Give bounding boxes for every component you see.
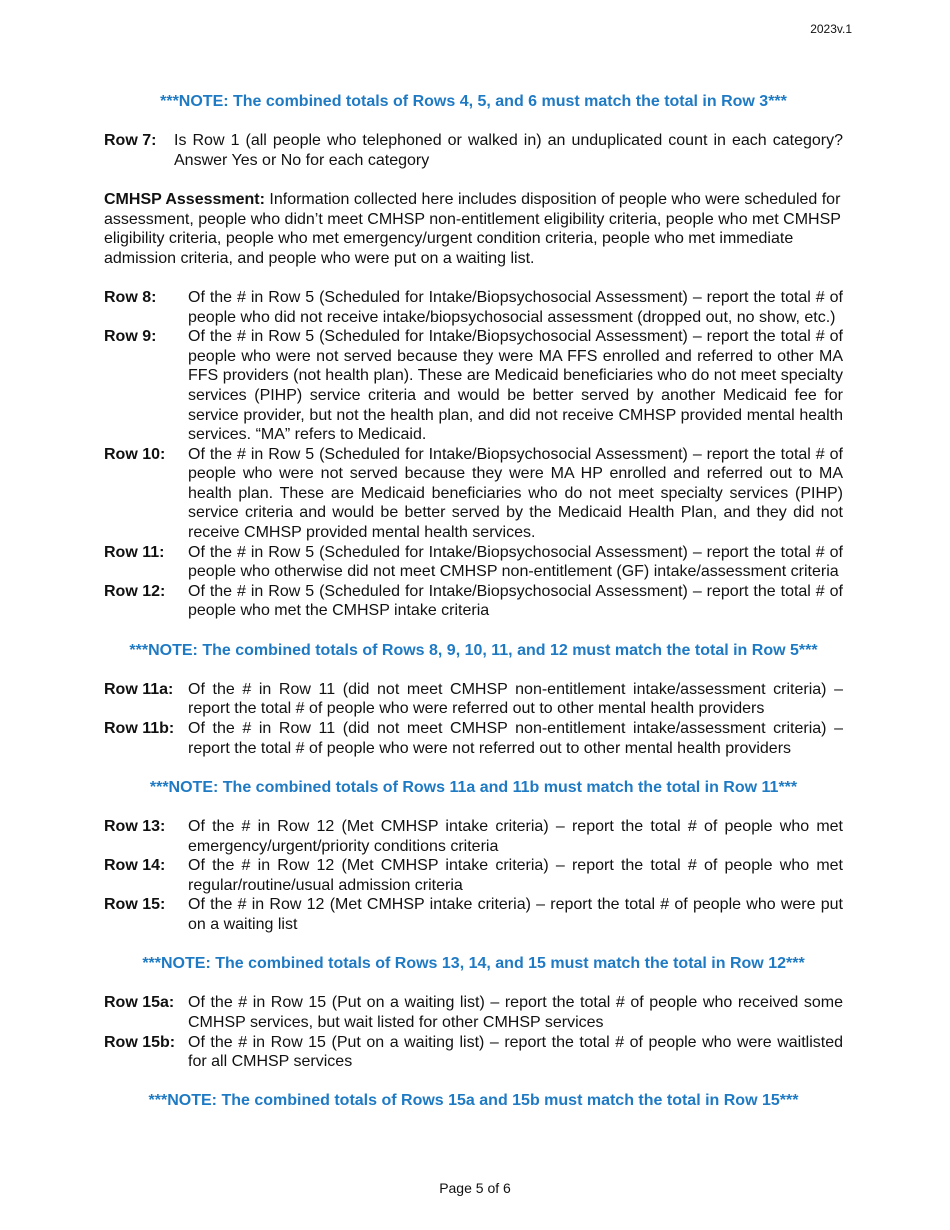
row-text: Of the # in Row 12 (Met CMHSP intake criteria) – report the total # of people who were put on a waiting list bbox=[188, 896, 843, 933]
assessment-paragraph bbox=[104, 190, 843, 268]
row-label: Row 15b: bbox=[104, 1033, 176, 1051]
row-text: Of the # in Row 12 (Met CMHSP intake criteria) – report the total # of people who met regular/routine/usual admission criteria bbox=[188, 857, 843, 894]
row-label: Row 11a: bbox=[104, 680, 174, 698]
row-11b bbox=[104, 719, 843, 758]
row-text: Of the # in Row 5 (Scheduled for Intake/Biopsychosocial Assessment) – report the total # of people who were not served because they were MA FFS enrolled and referred to other MA FFS providers (not health plan). These are Medicaid beneficiaries who do not meet specialty services (PIHP) service criteria and would be better served by another Medicaid fee for service provider, but not the health plan, and did not receive CMHSP provided mental health services. “MA” refers to Medicaid. bbox=[188, 328, 843, 444]
row-10 bbox=[104, 445, 843, 543]
row-text: Of the # in Row 15 (Put on a waiting list) – report the total # of people who received some CMHSP services, but wait listed for other CMHSP services bbox=[188, 994, 843, 1031]
row-14 bbox=[104, 856, 843, 895]
page-number: Page 5 of 6 bbox=[439, 1180, 511, 1196]
row-11 bbox=[104, 543, 843, 582]
note-rows-8-12: ***NOTE: The combined totals of Rows 8, 9, 10, 11, and 12 must match the total in Row 5*** bbox=[129, 641, 818, 659]
row-text: Of the # in Row 11 (did not meet CMHSP non-entitlement intake/assessment criteria) – report the total # of people who were referred out to other mental health providers bbox=[188, 680, 843, 718]
note-rows-4-5-6: ***NOTE: The combined totals of Rows 4, 5, and 6 must match the total in Row 3*** bbox=[160, 93, 787, 110]
row-7-text: Is Row 1 (all people who telephoned or walked in) an unduplicated count in each category? Answer Yes or No for each category bbox=[174, 132, 843, 169]
row-label: Row 11b: bbox=[104, 720, 175, 737]
row-label: Row 12: bbox=[104, 582, 166, 600]
row-text: Of the # in Row 11 (did not meet CMHSP non-entitlement intake/assessment criteria) – report the total # of people who were not referred out to other mental health providers bbox=[188, 720, 843, 757]
row-text: Of the # in Row 5 (Scheduled for Intake/Biopsychosocial Assessment) – report the total # of people who were not served because they were MA HP enrolled and referred out to MA health plan. These are Medicaid beneficiaries who do not meet specialty services (PIHP) service criteria and would be better served by the Medicaid Health Plan, and they did not receive CMHSP provided mental health services. bbox=[188, 445, 843, 542]
row-label: Row 11: bbox=[104, 543, 165, 561]
rows-13-15-group bbox=[104, 817, 843, 935]
document-version: 2023v.1 bbox=[810, 22, 852, 36]
row-label: Row 10: bbox=[104, 445, 166, 463]
rows-11a-11b-group bbox=[104, 680, 843, 758]
row-15b bbox=[104, 1033, 843, 1072]
row-7 bbox=[104, 131, 843, 170]
row-text: Of the # in Row 15 (Put on a waiting list) – report the total # of people who were waitlisted for all CMHSP services bbox=[188, 1033, 843, 1071]
row-text: Of the # in Row 5 (Scheduled for Intake/Biopsychosocial Assessment) – report the total # of people who met the CMHSP intake criteria bbox=[188, 582, 843, 620]
row-label: Row 15a: bbox=[104, 994, 175, 1012]
row-12 bbox=[104, 582, 843, 621]
row-label: Row 9: bbox=[104, 328, 157, 346]
row-11a bbox=[104, 680, 843, 719]
assessment-text: Information collected here includes disposition of people who were scheduled for assessment, people who didn’t meet CMHSP non-entitlement eligibility criteria, people who met CMHSP eligibility criteria, people who met emergency/urgent condition criteria, people who met immediate admission criteria, and people who were put on a waiting list. bbox=[104, 190, 841, 267]
note-rows-11a-11b: ***NOTE: The combined totals of Rows 11a and 11b must match the total in Row 11*** bbox=[149, 778, 798, 796]
row-label: Row 15: bbox=[104, 896, 166, 914]
row-13 bbox=[104, 817, 843, 856]
row-15a bbox=[104, 993, 843, 1032]
note-rows-15a-15b: ***NOTE: The combined totals of Rows 15a and 15b must match the total in Row 15*** bbox=[148, 1092, 799, 1110]
note-rows-13-15: ***NOTE: The combined totals of Rows 13, 14, and 15 must match the total in Row 12*** bbox=[142, 955, 805, 973]
rows-8-12-group bbox=[104, 288, 843, 621]
row-9 bbox=[104, 327, 843, 445]
row-7-label: Row 7: bbox=[104, 132, 157, 150]
row-label: Row 13: bbox=[104, 817, 166, 835]
row-label: Row 8: bbox=[104, 288, 157, 306]
row-label: Row 14: bbox=[104, 857, 166, 875]
row-text: Of the # in Row 5 (Scheduled for Intake/Biopsychosocial Assessment) – report the total # of people who did not receive intake/biopsychosocial assessment (dropped out, no show, etc.) bbox=[188, 288, 843, 326]
row-15 bbox=[104, 895, 843, 934]
page-content bbox=[104, 92, 843, 1130]
row-7-group bbox=[104, 131, 843, 170]
row-text: Of the # in Row 5 (Scheduled for Intake/Biopsychosocial Assessment) – report the total # of people who otherwise did not meet CMHSP non-entitlement (GF) intake/assessment criteria bbox=[188, 543, 843, 581]
row-text: Of the # in Row 12 (Met CMHSP intake criteria) – report the total # of people who met emergency/urgent/priority conditions criteria bbox=[188, 817, 843, 855]
assessment-heading: CMHSP Assessment: bbox=[104, 190, 265, 208]
rows-15a-15b-group bbox=[104, 993, 843, 1071]
row-8 bbox=[104, 288, 843, 327]
